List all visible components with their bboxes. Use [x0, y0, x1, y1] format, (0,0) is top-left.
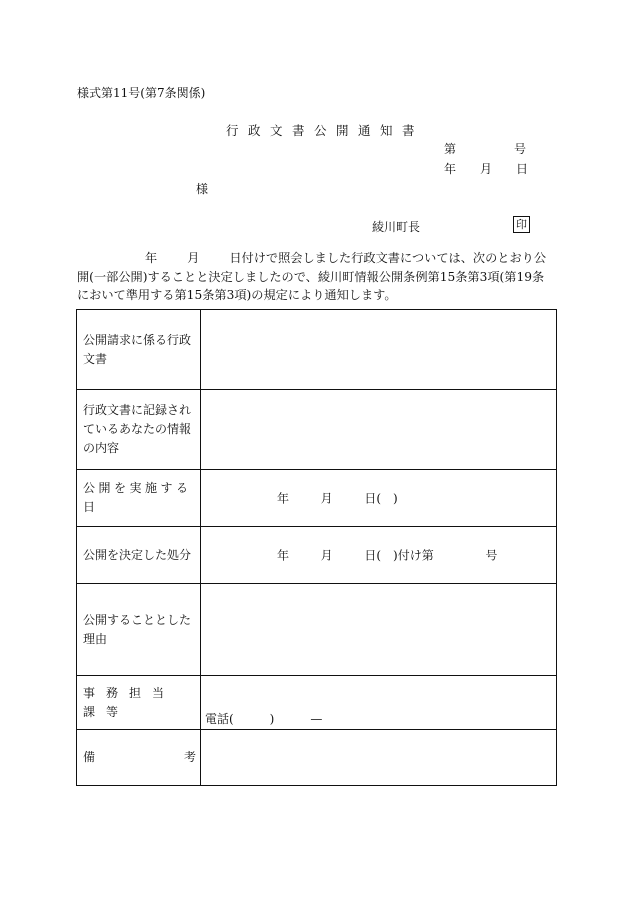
body-year-label: 年	[145, 251, 158, 265]
decision-value	[201, 527, 557, 584]
table-row	[77, 730, 557, 786]
row-label-requested-document: 公開請求に係る行政文書	[77, 310, 201, 390]
decision-day-label: 日( )付け第	[364, 548, 434, 563]
requested-document-value	[201, 310, 557, 390]
disclosure-year-label: 年	[277, 491, 290, 506]
telephone-line: 電話( ) —	[205, 712, 323, 726]
number-prefix: 第	[444, 142, 457, 156]
table-row	[77, 676, 557, 730]
table-row	[77, 584, 557, 676]
reason-value	[201, 584, 557, 676]
issue-month-label: 月	[480, 162, 493, 176]
table-row	[77, 470, 557, 527]
decision-number-suffix: 号	[485, 548, 498, 563]
row-label-remarks	[77, 730, 201, 786]
issue-day-label: 日	[516, 162, 529, 176]
remarks-label-right: 考	[183, 750, 196, 764]
body-month-label: 月	[187, 251, 200, 265]
recorded-info-value	[201, 390, 557, 470]
department-value	[201, 676, 557, 730]
disclosure-month-label: 月	[320, 491, 333, 506]
table-row	[77, 310, 557, 390]
disclosure-date-value	[201, 470, 557, 527]
notice-table	[76, 309, 557, 786]
row-label-department: 事務担当課等	[77, 676, 201, 730]
body-text: 日付けで照会しました行政文書については、次のとおり公開(一部公開)することと決定しましたので、綾川町情報公開条例第15条第3項(第19条において準用する第15条第3項)の規定により通知します。	[77, 251, 547, 302]
row-label-decision: 公開を決定した処分	[77, 527, 201, 584]
remarks-value	[201, 730, 557, 786]
number-suffix: 号	[514, 142, 527, 156]
seal-mark: 印	[513, 216, 530, 233]
row-label-reason: 公開することとした理由	[77, 584, 201, 676]
table-row	[77, 390, 557, 470]
table-row	[77, 527, 557, 584]
remarks-label-left: 備	[83, 750, 96, 764]
document-title: 行政文書公開通知書	[226, 123, 425, 138]
decision-year-label: 年	[277, 548, 290, 563]
disclosure-day-label: 日( )	[364, 491, 398, 506]
form-number: 様式第11号(第7条関係)	[77, 86, 206, 100]
issue-year-label: 年	[444, 162, 457, 176]
row-label-disclosure-date: 公開を実施する日	[77, 470, 201, 527]
notice-body	[77, 249, 552, 305]
addressee-suffix: 様	[196, 182, 209, 196]
document-number-line	[444, 140, 527, 157]
row-label-recorded-info: 行政文書に記録されているあなたの情報の内容	[77, 390, 201, 470]
decision-month-label: 月	[320, 548, 333, 563]
sender-name: 綾川町長	[372, 220, 421, 234]
